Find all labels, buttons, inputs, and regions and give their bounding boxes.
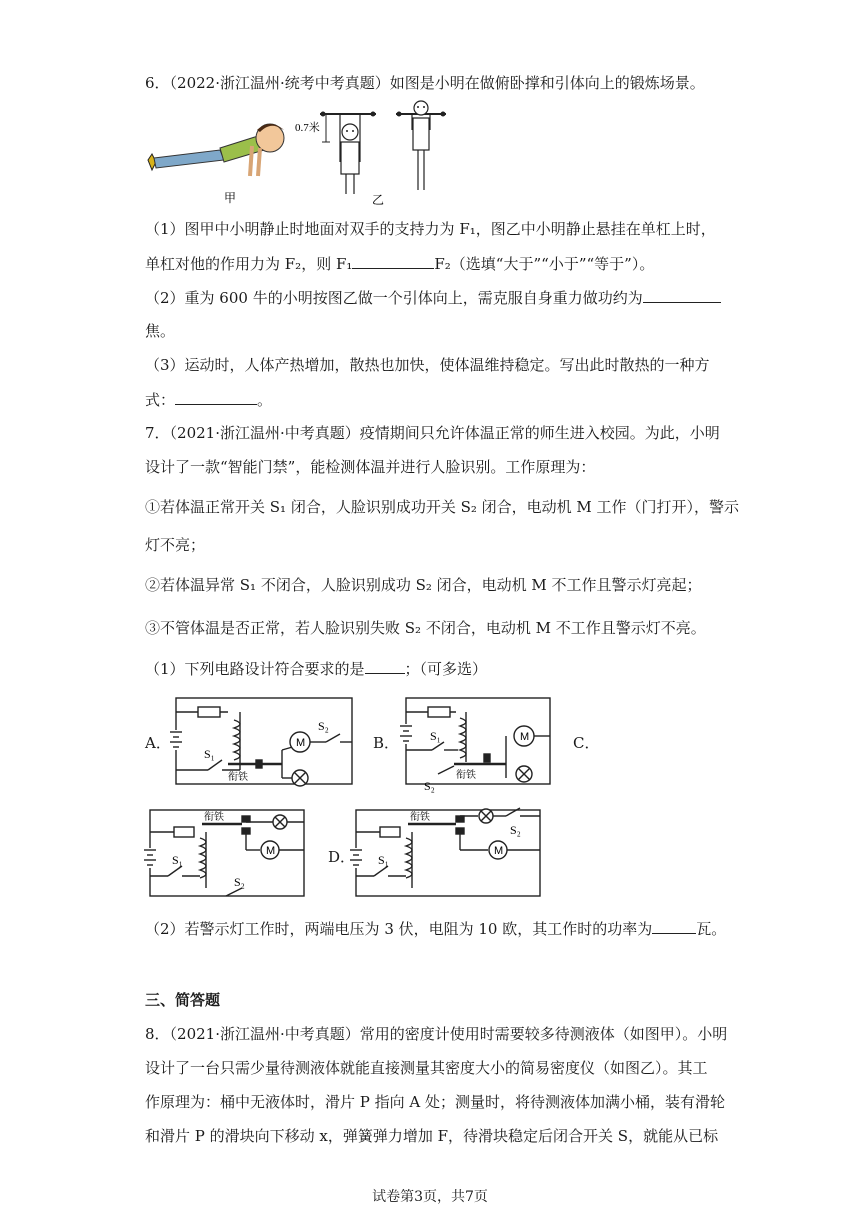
q6-part1-line2: [145, 252, 654, 275]
fig-label-yi: 乙: [372, 193, 385, 207]
s2-label-b: S₂: [424, 779, 435, 793]
q7-condition2: ②若体温异常 S₁ 不闭合，人脸识别成功 S₂ 闭合，电动机 M 不工作且警示灯亮起；: [145, 576, 702, 594]
pullup-figure-upper: [396, 101, 446, 190]
q8-line2: 设计了一台只需少量待测液体就能直接测量其密度大小的简易密度仪（如图乙）。其工: [145, 1059, 708, 1077]
q6-part1-line1: （1）图甲中小明静止时地面对双手的支持力为 F₁，图乙中小明静止悬挂在单杠上时，: [145, 220, 716, 238]
q7-condition1-line2: 灯不亮；: [145, 536, 206, 554]
armature-label-a: 衔铁: [228, 772, 248, 783]
q6-part3-text-b: 。: [257, 391, 273, 409]
armature-label-b: 衔铁: [456, 770, 476, 781]
q6-part3-line1: （3）运动时，人体产热增加，散热也加快，使体温维持稳定。写出此时散热的一种方: [145, 356, 710, 374]
circuit-d: [348, 802, 548, 906]
q7-stem-line1: 7．（2021·浙江温州·中考真题）疫情期间只允许体温正常的师生进入校园。为此，小明: [145, 424, 720, 442]
q6-part3-line2: [145, 388, 272, 411]
s2-label-d: S₂: [510, 823, 521, 837]
q6-part1-text-a: 单杠对他的作用力为 F₂，则 F₁: [145, 255, 353, 273]
q6-blank-3[interactable]: [175, 388, 257, 405]
q6-figure: [140, 100, 460, 210]
fig-label-jia: 甲: [224, 191, 237, 205]
option-a-label[interactable]: A．: [145, 734, 171, 752]
q6-stem: 6．（2022·浙江温州·统考中考真题）如图是小明在做俯卧撑和引体向上的锻炼场景。: [145, 74, 705, 92]
armature-label-c: 衔铁: [204, 812, 224, 823]
q7-sub1-text-b: ；（可多选）: [404, 660, 488, 678]
fig-dimension-label: 0.7米: [295, 122, 320, 134]
motor-label-b: M: [520, 731, 530, 743]
q7-sub2: [145, 917, 726, 940]
s1-label-a: S₁: [204, 747, 215, 761]
q6-blank-1[interactable]: [352, 252, 434, 269]
q7-sub1-text-a: （1）下列电路设计符合要求的是: [145, 660, 365, 678]
q7-sub1: [145, 657, 487, 680]
option-c-label[interactable]: C．: [573, 734, 600, 752]
q6-part1-text-b: F₂（选填“大于”“小于”“等于”）。: [434, 255, 655, 273]
q6-part2-text: （2）重为 600 牛的小明按图乙做一个引体向上，需克服自身重力做功约为: [145, 289, 643, 307]
motor-label-c: M: [266, 845, 276, 857]
s1-label-d: S₁: [378, 853, 389, 867]
q6-part2-line1: [145, 286, 721, 309]
q8-line3: 作原理为：桶中无液体时，滑片 P 指向 A 处；测量时，将待测液体加满小桶，装有滑轮: [145, 1093, 726, 1111]
page-footer: 试卷第3页，共7页: [372, 1189, 488, 1205]
motor-label-a: M: [296, 737, 306, 749]
q7-blank-2[interactable]: [652, 917, 696, 934]
q8-line1: 8．（2021·浙江温州·中考真题）常用的密度计使用时需要较多待测液体（如图甲）。小明: [145, 1025, 728, 1043]
s2-label-c: S₂: [234, 875, 245, 889]
q7-condition1-line1: ①若体温正常开关 S₁ 闭合，人脸识别成功开关 S₂ 闭合，电动机 M 工作（门打开），警示: [145, 498, 740, 516]
q6-part2-line2: 焦。: [145, 322, 176, 340]
circuit-b: [398, 690, 558, 796]
q7-sub2-text-b: 瓦。: [696, 920, 727, 938]
q7-condition3: ③不管体温是否正常，若人脸识别失败 S₂ 不闭合，电动机 M 不工作且警示灯不亮。: [145, 619, 706, 637]
q7-stem-line2: 设计了一款“智能门禁”，能检测体温并进行人脸识别。工作原理为：: [145, 458, 596, 476]
q7-blank-1[interactable]: [365, 657, 405, 674]
q6-blank-2[interactable]: [643, 286, 721, 303]
s2-label-a: S₂: [318, 719, 329, 733]
s1-label-c: S₁: [172, 853, 183, 867]
option-d-label[interactable]: D．: [328, 848, 356, 866]
q7-sub2-text-a: （2）若警示灯工作时，两端电压为 3 伏，电阻为 10 欧，其工作时的功率为: [145, 920, 653, 938]
section-3-heading: 三、简答题: [145, 991, 221, 1009]
s1-label-b: S₁: [430, 729, 441, 743]
option-b-label[interactable]: B．: [373, 734, 400, 752]
motor-label-d: M: [494, 845, 504, 857]
circuit-a: [168, 690, 360, 796]
circuit-c: [142, 802, 312, 906]
pullup-figure-lower: [320, 112, 376, 195]
q8-line4: 和滑片 P 的滑块向下移动 x，弹簧弹力增加 F，待滑块稳定后闭合开关 S，就能从已标: [145, 1127, 719, 1145]
q6-part3-text-a: 式：: [145, 391, 176, 409]
armature-label-d: 衔铁: [410, 812, 430, 823]
pushup-person-figure: [148, 124, 284, 176]
